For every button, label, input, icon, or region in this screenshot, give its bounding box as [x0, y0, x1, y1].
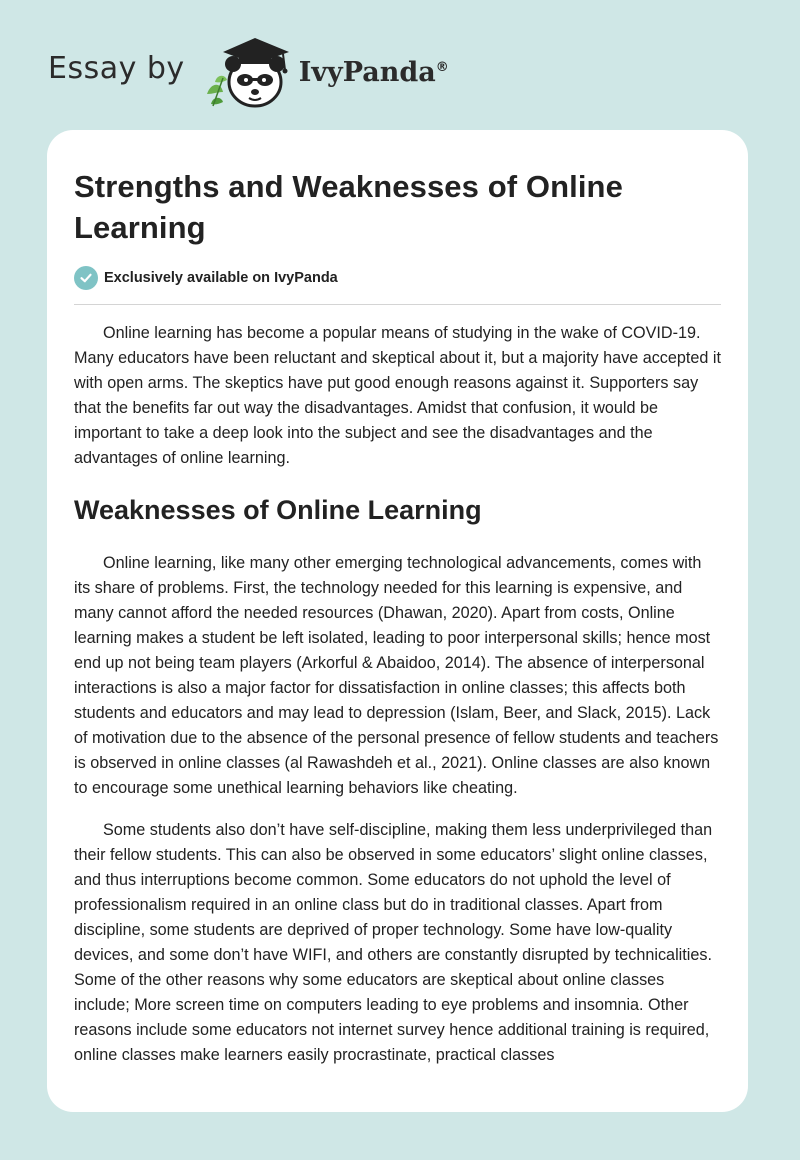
brand-header[interactable] — [48, 34, 449, 110]
essay-card — [47, 130, 748, 1112]
panda-logo-icon — [201, 34, 293, 110]
brand-prefix: Essay by — [48, 50, 185, 86]
section-heading: Weaknesses of Online Learning — [74, 495, 482, 525]
body-paragraph-1: Online learning, like many other emerging technological advancements, comes with its share of problems. First, the technology needed for this learning is expensive, and many cannot afford the needed resources (Dhawan, 2020). Apart from costs, Online learning makes a student be left isolated, leading to poor interpersonal skills; hence most end up not being team players (Arkorful & Abaidoo, 2014). The absence of interpersonal interactions is also a major factor for dissatisfaction in online classes; this affects both students and educators and may lead to depression (Islam, Beer, and Slack, 2015). Lack of motivation due to the absence of the personal presence of fellow students and teachers is observed in online classes (al Rawashdeh et al., 2021). Online classes are also known to encourage some unethical learning behaviors like cheating. — [74, 554, 719, 797]
exclusive-badge — [74, 266, 721, 305]
intro-paragraph: Online learning has become a popular means of studying in the wake of COVID-19. Many educators have been reluctant and skeptical about it, but a majority have accepted it with open arms. The skeptics have put good enough reasons against it. Supporters say that the benefits far out way the disadvantages. Amidst that confusion, it would be important to take a deep look into the subject and see the disadvantages and the advantages of online learning. — [74, 324, 721, 467]
page-title: Strengths and Weaknesses of Online Learning — [74, 169, 623, 245]
registered-mark: ® — [435, 59, 449, 75]
check-circle-icon — [74, 266, 98, 290]
body-paragraph-2: Some students also don’t have self-discipline, making them less underprivileged than their fellow students. This can also be observed in some educators’ slight online classes, and thus interruptions become common. Some educators do not uphold the level of professionalism required in an online class but do in traditional classes. Apart from discipline, some students are deprived of proper technology. Some have low-quality devices, and some don’t have WIFI, and others are constantly disrupted by technicalities. Some of the other reasons why some educators are skeptical about online classes include; More screen time on computers leading to eye problems and insomnia. Other reasons include some educators not internet survey hence additional training is required, online classes make learners easily procrastinate, practical classes — [74, 821, 713, 1064]
brand-name-text: IvyPanda — [298, 56, 436, 88]
exclusive-label: Exclusively available on IvyPanda — [104, 270, 338, 286]
brand-name — [299, 57, 449, 88]
